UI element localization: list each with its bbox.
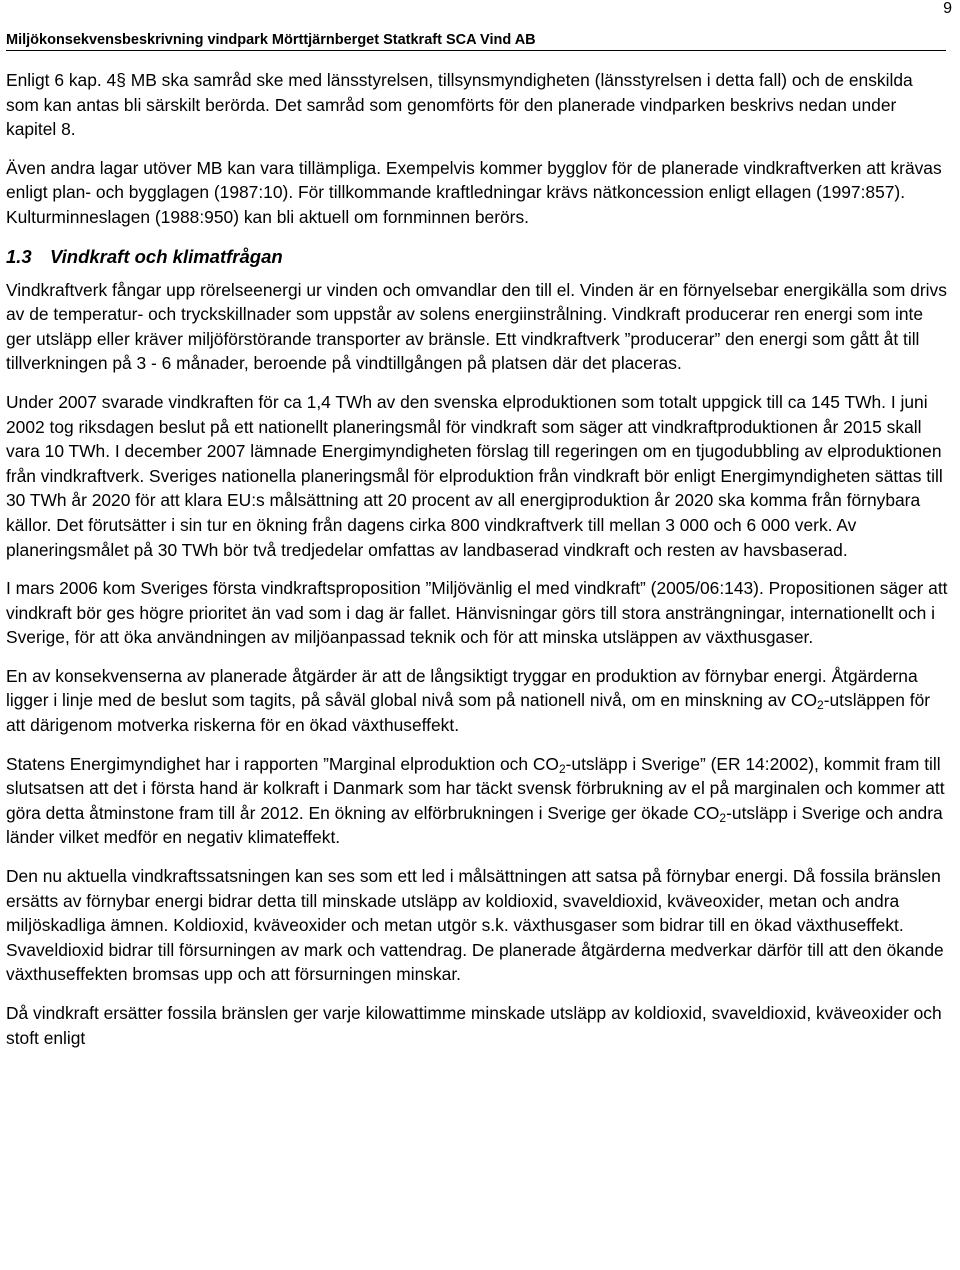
paragraph-consultation: Enligt 6 kap. 4§ MB ska samråd ske med länsstyrelsen, tillsynsmyndigheten (länsstyrelsen i detta fall) och de enskilda som kan antas bli särskilt berörda. Det samråd som genomförts för den planerade vindparken beskrivs nedan under kapitel 8. — [6, 70, 913, 140]
text-segment: En av konsekvenserna av planerade åtgärder är att de långsiktigt tryggar en produktion av förnybar energi. Åtgärderna ligger i linje med de beslut som tagits, på såväl global nivå som på nationell nivå, om en minskning av CO — [6, 665, 918, 711]
section-title: Vindkraft och klimatfrågan — [50, 245, 283, 267]
co2-subscript: 2 — [558, 761, 566, 776]
text-segment: -utsläpp i Sverige” (ER 14:2002), kommit fram till slutsatsen att det i första hand är kolkraft i Danmark som har täckt svensk förbrukning av el på marginalen och kommer att göra detta åtminstone fram till år 2012. En ökning av elförbrukningen i Sverige ger ökade CO — [6, 753, 945, 823]
paragraph-renewable-goal: Den nu aktuella vindkraftssatsningen kan ses som ett led i målsättningen att satsa på förnybar energi. Då fossila bränslen ersätts av förnybar energi bidrar detta till minskade utsläpp av koldioxid, svaveldioxid, kväveoxider, metan och andra miljöskadliga ämnen. Koldioxid, kväveoxider och metan utgör s.k. växthusgaser som bidrar till en ökad växthuseffekt. Svaveldioxid bidrar till försurningen av mark och vattendrag. De planerade åtgärderna medverkar därför till att den ökande växthuseffekten bromsas upp och att försurningen minskar. — [6, 866, 944, 985]
page-header — [6, 0, 952, 52]
header-title: Miljökonsekvensbeskrivning vindpark Mörttjärnberget Statkraft SCA Vind AB — [6, 32, 536, 48]
paragraph-other-laws: Även andra lagar utöver MB kan vara tillämpliga. Exempelvis kommer bygglov för de planerade vindkraftverken att krävas enligt plan- och bygglagen (1987:10). För tillkommande kraftledningar krävs nätkoncession enligt ellagen (1997:857). Kulturminneslagen (1988:950) kan bli aktuell om fornminnen berörs. — [6, 157, 942, 227]
paragraph-production-goals: Under 2007 svarade vindkraften för ca 1,4 TWh av den svenska elproduktionen som totalt uppgick till ca 145 TWh. I juni 2002 tog riksdagen beslut på ett nationellt planeringsmål för vindkraft som säger att vindkraftproduktionen år 2015 skall vara 10 TWh. I december 2007 lämnade Energimyndigheten förslag till regeringen om en tjugodubbling av elproduktionen från vindkraftverk. Sveriges nationella planeringsmål för elproduktion från vindkraft bör enligt Energimyndigheten sättas till 30 TWh år 2020 för att klara EU:s målsättning att 20 procent av all energiproduktion år 2020 ska komma från förnybara källor. Det förutsätter i sin tur en ökning från dagens cirka 800 vindkraftverk till mellan 3 000 och 6 000 verk. Av planeringsmålet på 30 TWh bör två tredjedelar omfattas av landbaserad vindkraft och resten av havsbaserad. — [6, 391, 943, 560]
text-segment: -utsläpp i Sverige och andra länder vilket medför en negativ klimateffekt. — [6, 802, 943, 848]
section-heading — [6, 244, 950, 270]
text-segment: Statens Energimyndighet har i rapporten ”Marginal elproduktion och CO — [6, 753, 559, 774]
co2-subscript: 2 — [817, 698, 824, 713]
text-segment: -utsläppen för att därigenom motverka riskerna för en ökad växthuseffekt. — [6, 690, 931, 736]
paragraph-consequences — [6, 664, 950, 738]
header-rule — [6, 50, 946, 51]
paragraph-wind-energy: Vindkraftverk fångar upp rörelseenergi ur vinden och omvandlar den till el. Vinden är en förnyelsebar energikälla som drivs av de temperatur- och tryckskillnader som uppstår av solens energiinstrålning. Vindkraft producerar ren energi som inte ger utsläpp eller kräver miljöförstörande transporter av bränsle. Ett vindkraftverk ”producerar” den energi som gått åt till tillverkningen på 3 - 6 månader, beroende på vindtillgången på platsen där det placeras. — [6, 279, 947, 374]
paragraph-emission-reduction: Då vindkraft ersätter fossila bränslen ger varje kilowattimme minskade utsläpp av koldioxid, svaveldioxid, kväveoxider och stoft enligt — [6, 1003, 942, 1048]
page-number: 9 — [943, 0, 952, 17]
paragraph-energy-agency-report — [6, 752, 950, 850]
section-number: 1.3 — [6, 245, 32, 267]
co2-subscript: 2 — [719, 810, 727, 825]
document-body — [6, 68, 950, 1064]
paragraph-proposition: I mars 2006 kom Sveriges första vindkraftsproposition ”Miljövänlig el med vindkraft” (2005/06:143). Propositionen säger att vindkraft bör ges högre prioritet än vad som i dag är fallet. Hänvisningar görs till stora ansträngningar, internationellt och i Sverige, för att öka användningen av miljöanpassad teknik och för att minska utsläppen av växthusgaser. — [6, 578, 948, 648]
